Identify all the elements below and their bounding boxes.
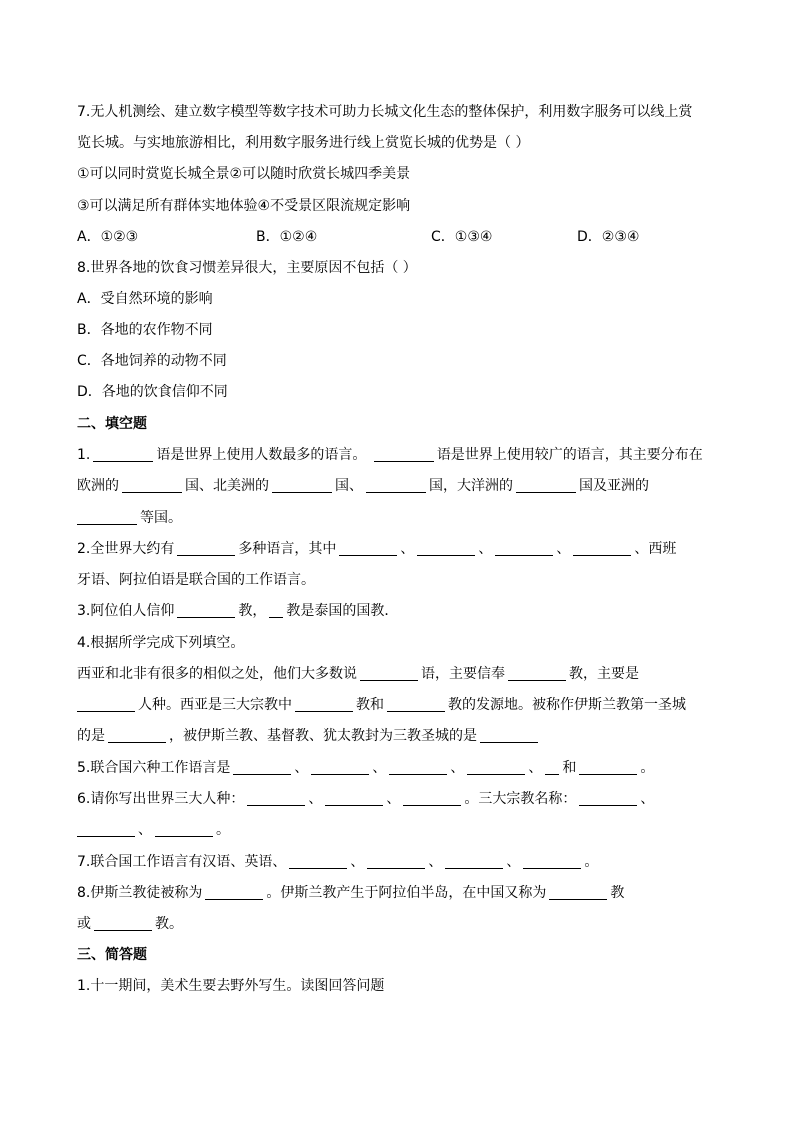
short-answer-q1: 1.十一期间，美术生要去野外写生。读图回答问题 <box>77 978 385 994</box>
blank[interactable] <box>94 916 152 931</box>
blank[interactable] <box>155 822 213 837</box>
option-b[interactable]: B．①②④ <box>256 229 318 245</box>
text: 、 <box>640 791 655 807</box>
text: 。伊斯兰教产生于阿拉伯半岛，在中国又称为 <box>266 885 547 901</box>
text: 6.请你写出世界三大人种： <box>77 791 245 807</box>
text: 语是世界上使用较广的语言，其主要分布在 <box>436 447 703 463</box>
text: 语是世界上使用人数最多的语言。 <box>156 447 367 463</box>
blank[interactable] <box>495 541 553 556</box>
question-8-option-a[interactable]: A．受自然环境的影响 <box>77 291 213 307</box>
blank[interactable] <box>325 791 383 806</box>
blank[interactable] <box>387 697 445 712</box>
question-7-line-2: 览长城。与实地旅游相比，利用数字服务进行线上赏览长城的优势是（ ） <box>77 135 530 151</box>
blank[interactable] <box>445 854 503 869</box>
fill-q4-line-2 <box>77 695 734 715</box>
text: 2.全世界大约有 <box>77 541 175 557</box>
blank[interactable] <box>389 760 447 775</box>
fill-q1-line-1 <box>77 445 734 465</box>
text: 。 <box>216 822 230 838</box>
blank[interactable] <box>467 760 525 775</box>
text: 多种语言，其中 <box>238 541 337 557</box>
blank[interactable] <box>367 854 425 869</box>
text: 3.阿位伯人信仰 <box>77 603 175 619</box>
text: 8.伊斯兰教徒被称为 <box>77 885 203 901</box>
blank[interactable] <box>77 822 135 837</box>
blank[interactable] <box>523 854 581 869</box>
fill-q5 <box>77 758 734 778</box>
text: 或 <box>77 916 91 932</box>
option-c[interactable]: C．①③④ <box>431 229 493 245</box>
blank[interactable] <box>295 697 353 712</box>
text: 等国。 <box>140 510 182 526</box>
text: 教。 <box>155 916 183 932</box>
fill-q1-line-3 <box>77 508 734 528</box>
option-d[interactable]: D．②③④ <box>577 229 640 245</box>
blank[interactable] <box>177 603 235 618</box>
section-heading-fill: 二、填空题 <box>77 416 147 432</box>
text: 教 <box>610 885 625 901</box>
blank[interactable] <box>311 760 369 775</box>
text: 教的发源地。被称作伊斯兰教第一圣城 <box>448 697 686 713</box>
text: 、 <box>308 791 323 807</box>
fill-q4-line-1 <box>77 664 734 684</box>
text: 教， <box>238 603 267 619</box>
blank[interactable] <box>403 791 461 806</box>
blank[interactable] <box>579 760 637 775</box>
blank[interactable] <box>516 478 576 493</box>
text: 国，大洋洲的 <box>429 478 513 494</box>
text: 5.联合国六种工作语言是 <box>77 760 231 776</box>
blank[interactable] <box>93 447 153 462</box>
fill-q3 <box>77 601 734 621</box>
blank[interactable] <box>508 666 566 681</box>
blank[interactable] <box>233 760 291 775</box>
blank[interactable] <box>374 447 434 462</box>
text: 、 <box>428 854 443 870</box>
text: 、 <box>506 854 521 870</box>
text: 。 <box>584 854 599 870</box>
blank[interactable] <box>122 478 182 493</box>
question-7-line-1: 7.无人机测绘、建立数字模型等数字技术可助力长城文化生态的整体保护，利用数字服务可以线上赏 <box>77 104 693 120</box>
blank[interactable] <box>205 885 263 900</box>
text: 国、北美洲的 <box>185 478 269 494</box>
text: 和 <box>562 760 577 776</box>
text: 、 <box>386 791 401 807</box>
blank[interactable] <box>77 697 135 712</box>
question-7-statement-1-2: ①可以同时赏览长城全景②可以随时欣赏长城四季美景 <box>77 166 411 182</box>
fill-q6-line-1 <box>77 789 734 809</box>
text: 人种。西亚是三大宗教中 <box>138 697 292 713</box>
text: 、 <box>556 541 571 557</box>
blank[interactable] <box>579 791 637 806</box>
text: ，被伊斯兰教、基督教、犹太教封为三教圣城的是 <box>169 728 477 744</box>
text: 、 <box>400 541 415 557</box>
blank[interactable] <box>480 728 538 743</box>
fill-q1-line-2 <box>77 476 734 496</box>
blank[interactable] <box>77 510 137 525</box>
text: 1. <box>77 447 91 463</box>
text: 、 <box>294 760 309 776</box>
text: 7.联合国工作语言有汉语、英语、 <box>77 854 287 870</box>
text: 教，主要是 <box>569 666 639 682</box>
text: 国、 <box>335 478 363 494</box>
text: 国及亚洲的 <box>579 478 649 494</box>
text: 、 <box>478 541 493 557</box>
blank[interactable] <box>545 760 559 775</box>
question-8-option-d[interactable]: D．各地的饮食信仰不同 <box>77 384 228 400</box>
question-8-option-b[interactable]: B．各地的农作物不同 <box>77 322 213 338</box>
text: 教是泰国的国教． <box>286 603 399 619</box>
text: 、 <box>350 854 365 870</box>
fill-q7 <box>77 852 734 872</box>
section-heading-short-answer: 三、简答题 <box>77 947 147 963</box>
blank[interactable] <box>366 478 426 493</box>
blank[interactable] <box>108 728 166 743</box>
fill-q4-line-3 <box>77 726 734 746</box>
blank[interactable] <box>272 478 332 493</box>
text: 、西班 <box>634 541 677 557</box>
text: 教和 <box>356 697 384 713</box>
question-8-stem: 8.世界各地的饮食习惯差异很大，主要原因不包括（ ） <box>77 260 417 276</box>
text: 的是 <box>77 728 105 744</box>
text: 西亚和北非有很多的相似之处，他们大多数说 <box>77 666 357 682</box>
blank[interactable] <box>289 854 347 869</box>
blank[interactable] <box>549 885 607 900</box>
fill-q2-line-2: 牙语、阿拉伯语是联合国的工作语言。 <box>77 572 315 588</box>
text: 。 <box>640 760 655 776</box>
fill-q6-line-2 <box>77 820 734 840</box>
blank[interactable] <box>339 541 397 556</box>
text: 。三大宗教名称： <box>464 791 577 807</box>
option-a[interactable]: A．①②③ <box>77 229 139 245</box>
blank[interactable] <box>573 541 631 556</box>
blank[interactable] <box>177 541 235 556</box>
fill-q8-line-1 <box>77 883 734 903</box>
text: 、 <box>528 760 543 776</box>
blank[interactable] <box>417 541 475 556</box>
fill-q4-prompt: 4.根据所学完成下列填空。 <box>77 635 245 651</box>
question-8-option-c[interactable]: C．各地饲养的动物不同 <box>77 353 227 369</box>
text: 欧洲的 <box>77 478 119 494</box>
blank[interactable] <box>360 666 418 681</box>
text: 语，主要信奉 <box>421 666 505 682</box>
blank[interactable] <box>269 603 283 618</box>
blank[interactable] <box>247 791 305 806</box>
text: 、 <box>372 760 387 776</box>
fill-q2-line-1 <box>77 539 734 559</box>
text: 、 <box>450 760 465 776</box>
text: 、 <box>138 822 152 838</box>
question-7-statement-3-4: ③可以满足所有群体实地体验④不受景区限流规定影响 <box>77 198 411 214</box>
fill-q8-line-2 <box>77 914 734 934</box>
